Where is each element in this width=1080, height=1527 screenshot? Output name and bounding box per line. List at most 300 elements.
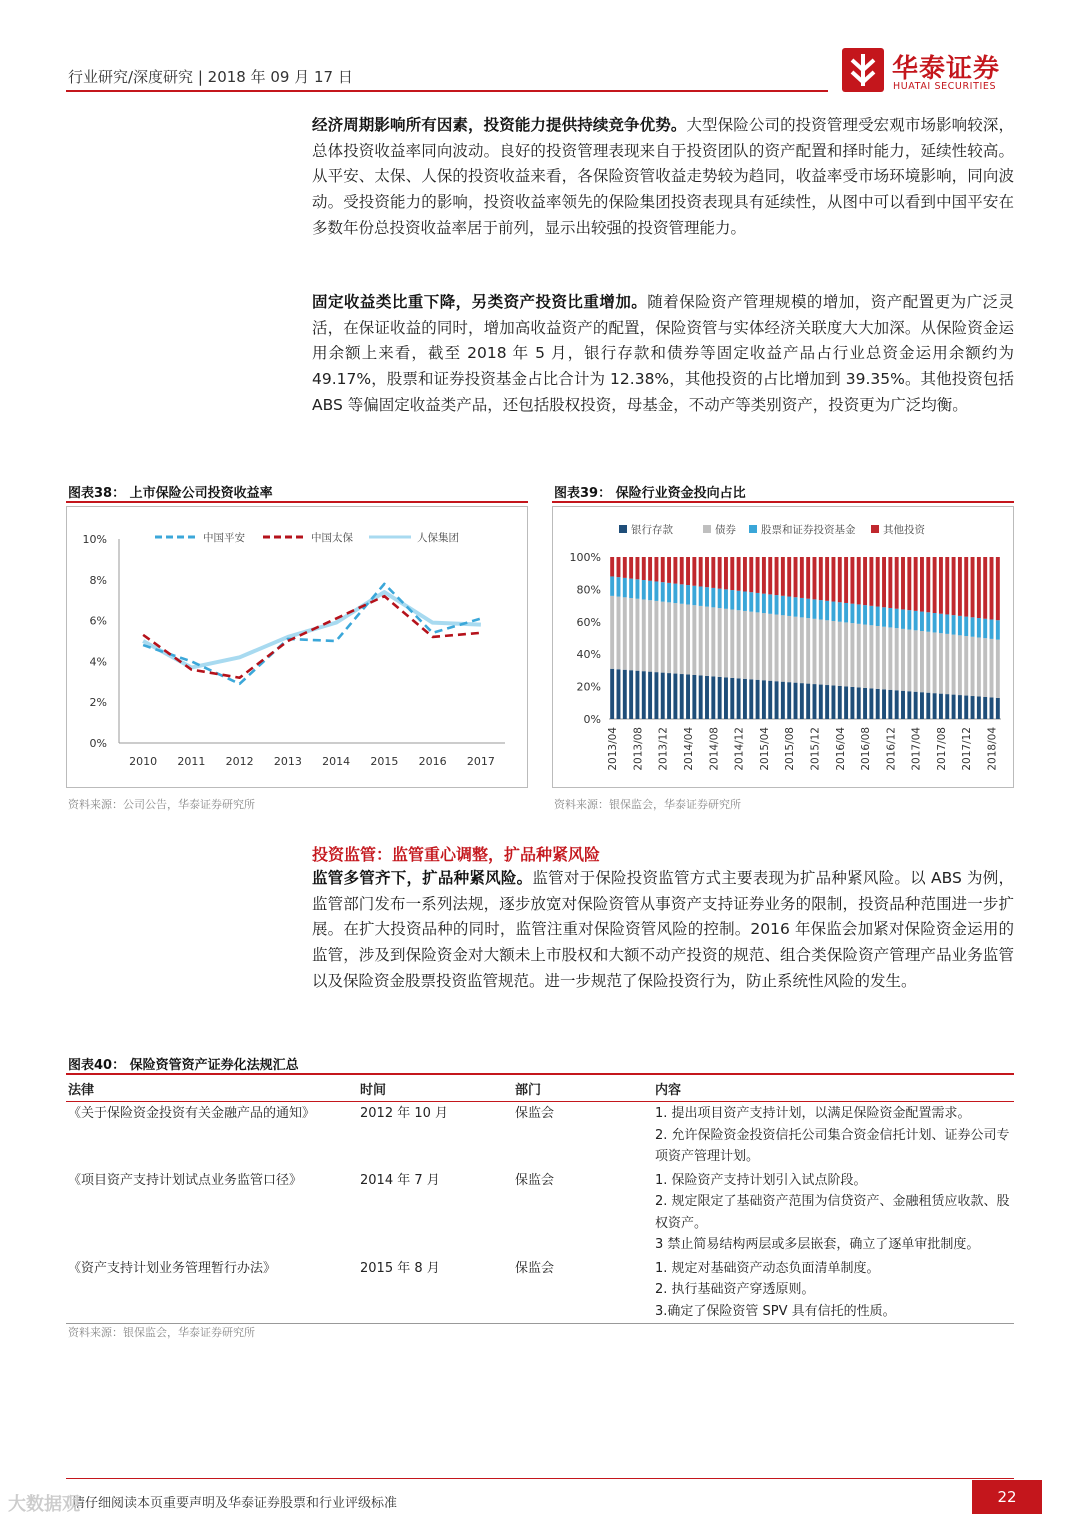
bar-segment <box>711 676 715 719</box>
x-tick-label: 2017/12 <box>961 727 974 771</box>
bar-segment <box>756 593 760 612</box>
bar-segment <box>711 607 715 676</box>
bar-segment <box>749 557 753 592</box>
x-tick-label: 2015 <box>370 755 399 768</box>
bar-segment <box>819 685 823 719</box>
y-tick-label: 20% <box>576 680 601 694</box>
bar-segment <box>914 557 918 611</box>
y-tick-label: 0% <box>89 737 107 750</box>
bar-segment <box>661 582 665 601</box>
legend-label: 股票和证券投资基金 <box>761 524 856 536</box>
bar-segment <box>876 689 880 719</box>
bar-segment <box>711 557 715 588</box>
x-tick-label: 2013/12 <box>657 727 670 771</box>
y-tick-label: 10% <box>82 533 107 546</box>
bar-segment <box>617 577 621 596</box>
paragraph-1-body: 大型保险公司的投资管理受宏观市场影响较深，总体投资收益率同向波动。良好的投资管理表现来自于投资团队的资产配置和择时能力，延续性较高。从平安、太保、人保的投资收益来看，各保险资管收益走势较为趋同，收益率受市场环境影响，同向波动。受投资能力的影响，投资收益率领先的保险集团投资表现具有延续性，从图中可以看到中国平安在多数年份总投资收益率居于前列，显示出较强的投资管理能力。 <box>312 116 1014 237</box>
bar-segment <box>850 557 854 604</box>
law-cell: 《资产支持计划业务管理暂行办法》 <box>66 1257 358 1324</box>
bar-segment <box>781 557 785 596</box>
bar-segment <box>819 557 823 600</box>
bar-segment <box>673 603 677 674</box>
bar-segment <box>983 557 987 619</box>
x-tick-label: 2017 <box>466 755 495 768</box>
content-cell <box>653 1257 1014 1324</box>
bar-segment <box>686 585 690 604</box>
bar-segment <box>781 615 785 681</box>
bar-segment <box>724 609 728 678</box>
bar-segment <box>964 636 968 696</box>
legend-label: 银行存款 <box>631 524 673 536</box>
bar-segment <box>692 675 696 719</box>
bar-segment <box>983 638 987 697</box>
page-number: 22 <box>972 1480 1042 1514</box>
bar-segment <box>825 557 829 601</box>
content-item: 2. 规定限定了基础资产范围为信贷资产、金融租赁应收款、股权资产。 <box>655 1194 1010 1231</box>
bar-segment <box>888 690 892 719</box>
fig39-source: 资料来源：银保监会，华泰证券研究所 <box>554 798 741 811</box>
bar-segment <box>901 629 905 691</box>
bar-segment <box>964 696 968 719</box>
bar-segment <box>857 557 861 604</box>
law-cell: 《项目资产支持计划试点业务监管口径》 <box>68 1172 303 1188</box>
bar-segment <box>958 695 962 719</box>
x-tick-label: 2016 <box>418 755 447 768</box>
bar-segment <box>939 633 943 693</box>
bar-segment <box>711 588 715 607</box>
logo-cn-text: 华泰证券 <box>892 54 1001 84</box>
bar-segment <box>749 592 753 611</box>
legend-swatch <box>749 525 757 533</box>
bar-segment <box>819 620 823 685</box>
content-item: 1. 提出项目资产支持计划，以满足保险资金配置需求。 <box>655 1106 971 1121</box>
section-heading: 投资监管：监管重心调整，扩品种紧风险 <box>312 845 601 864</box>
bar-segment <box>838 557 842 602</box>
bar-segment <box>933 557 937 613</box>
x-tick-label: 2014/04 <box>683 727 696 771</box>
bar-segment <box>718 608 722 677</box>
bar-segment <box>825 685 829 719</box>
x-tick-label: 2018/04 <box>986 727 999 771</box>
bar-segment <box>617 669 621 719</box>
bar-segment <box>642 671 646 719</box>
bar-segment <box>737 557 741 591</box>
bar-segment <box>850 687 854 719</box>
footer-divider <box>66 1478 1014 1479</box>
bar-segment <box>876 626 880 689</box>
bar-segment <box>990 557 994 619</box>
y-tick-label: 60% <box>576 615 601 629</box>
content-cell <box>653 1102 1014 1169</box>
bar-segment <box>907 610 911 629</box>
bar-segment <box>737 678 741 719</box>
content-cell <box>653 1169 1014 1257</box>
bar-segment <box>977 697 981 719</box>
bar-segment <box>680 604 684 674</box>
bar-segment <box>901 557 905 609</box>
bar-segment <box>806 599 810 618</box>
x-tick-label: 2015/12 <box>809 727 822 771</box>
fig39-chart-box <box>552 506 1014 788</box>
bar-segment <box>724 677 728 719</box>
content-item: 2. 执行基础资产穿透原则。 <box>655 1282 815 1297</box>
footer-disclaimer: 请仔细阅读本页重要声明及华泰证券股票和行业评级标准 <box>72 1496 398 1511</box>
bar-segment <box>800 598 804 617</box>
bar-segment <box>882 557 886 607</box>
legend-swatch <box>871 525 879 533</box>
bar-segment <box>749 612 753 680</box>
bar-segment <box>958 635 962 695</box>
bar-segment <box>825 601 829 620</box>
bar-segment <box>971 637 975 696</box>
bar-segment <box>775 595 779 614</box>
bar-segment <box>635 599 639 671</box>
bar-segment <box>794 597 798 616</box>
bar-segment <box>654 601 658 672</box>
y-tick-label: 80% <box>576 583 601 597</box>
bar-segment <box>730 590 734 609</box>
y-tick-label: 0% <box>583 713 601 726</box>
x-tick-label: 2013/08 <box>632 727 645 771</box>
dept-cell: 保监会 <box>515 1172 555 1188</box>
bar-segment <box>699 606 703 676</box>
bar-segment <box>844 557 848 603</box>
bar-segment <box>863 625 867 688</box>
bar-segment <box>654 672 658 719</box>
bar-segment <box>642 557 646 580</box>
bar-segment <box>768 614 772 681</box>
bar-segment <box>756 612 760 679</box>
bar-segment <box>952 615 956 634</box>
x-tick-label: 2016/04 <box>834 727 847 771</box>
bar-segment <box>610 669 614 719</box>
bar-segment <box>926 612 930 631</box>
bar-segment <box>730 557 734 590</box>
bar-segment <box>926 557 930 612</box>
bar-segment <box>800 683 804 719</box>
bar-segment <box>983 619 987 638</box>
x-tick-label: 2017/04 <box>910 727 923 771</box>
bar-segment <box>756 680 760 719</box>
bar-segment <box>617 557 621 577</box>
legend-label: 人保集团 <box>417 532 459 544</box>
paragraph-2 <box>312 290 1014 419</box>
bar-segment <box>813 684 817 719</box>
paragraph-2-body: 随着保险资产管理规模的增加，资产配置更为广泛灵活，在保证收益的同时，增加高收益资产的配置，保险资管与实体经济关联度大大加深。从保险资金运用余额上来看，截至 2018 年 5 月，银行存款和债券等固定收益产品占行业总资金运用余额约为 49.17%，股票和证券投资基金占比合计为 12.38%，其他投资的占比增加到 39.35%。其他投资包括 ABS 等偏固定收益类产品，还包括股权投资，母基金，不动产等类别资产，投资更为广泛均衡。 <box>312 293 1014 414</box>
bar-segment <box>705 587 709 606</box>
bar-segment <box>996 557 1000 620</box>
bar-segment <box>838 622 842 686</box>
bar-segment <box>705 676 709 719</box>
bar-segment <box>869 688 873 719</box>
bar-segment <box>850 604 854 623</box>
bar-segment <box>813 557 817 599</box>
bar-segment <box>749 679 753 719</box>
bar-segment <box>673 557 677 584</box>
bar-segment <box>844 603 848 622</box>
bar-segment <box>787 597 791 616</box>
bar-segment <box>680 674 684 719</box>
bar-segment <box>958 557 962 616</box>
bar-segment <box>737 591 741 610</box>
bar-segment <box>737 610 741 678</box>
bar-segment <box>971 617 975 636</box>
bar-segment <box>775 557 779 595</box>
bar-segment <box>831 602 835 621</box>
bar-segment <box>958 616 962 635</box>
dept-cell: 保监会 <box>513 1257 653 1324</box>
col-header-content: 内容 <box>653 1076 1014 1102</box>
bar-segment <box>933 613 937 632</box>
bar-segment <box>888 627 892 689</box>
bar-segment <box>907 557 911 610</box>
fig38-source: 资料来源：公司公告，华泰证券研究所 <box>68 798 255 811</box>
bar-segment <box>806 557 810 599</box>
bar-segment <box>990 697 994 719</box>
bar-segment <box>756 557 760 593</box>
x-tick-label: 2013 <box>273 755 302 768</box>
bar-segment <box>629 670 633 719</box>
bar-segment <box>964 617 968 636</box>
fig38-divider <box>66 501 528 503</box>
content-item: 1. 保险资产支持计划引入试点阶段。 <box>655 1172 867 1188</box>
bar-segment <box>661 673 665 719</box>
table-row <box>66 1257 1014 1324</box>
table-row <box>66 1102 1014 1169</box>
huatai-logo-icon <box>842 48 884 92</box>
x-tick-label: 2014/08 <box>708 727 721 771</box>
bar-segment <box>642 599 646 671</box>
bar-segment <box>686 604 690 674</box>
bar-segment <box>775 681 779 719</box>
bar-segment <box>895 557 899 609</box>
bar-segment <box>933 693 937 719</box>
bar-segment <box>648 600 652 671</box>
bar-segment <box>939 557 943 614</box>
time-cell: 2014 年 7 月 <box>360 1172 440 1188</box>
bar-segment <box>825 620 829 685</box>
bar-segment <box>635 557 639 579</box>
bar-segment <box>926 693 930 719</box>
bar-segment <box>882 689 886 719</box>
col-header-time: 时间 <box>358 1076 513 1102</box>
bar-segment <box>977 637 981 696</box>
bar-segment <box>888 557 892 608</box>
x-tick-label: 2014/12 <box>733 727 746 771</box>
y-tick-label: 40% <box>576 648 601 662</box>
bar-segment <box>794 683 798 719</box>
bar-segment <box>667 557 671 583</box>
bar-segment <box>692 605 696 675</box>
bar-segment <box>806 684 810 719</box>
watermark: 大数据观 <box>8 1494 80 1515</box>
bar-segment <box>699 557 703 586</box>
bar-segment <box>869 625 873 688</box>
bar-segment <box>983 697 987 719</box>
bar-segment <box>623 557 627 578</box>
bar-segment <box>888 608 892 627</box>
bar-segment <box>730 678 734 719</box>
bar-segment <box>648 557 652 581</box>
bar-segment <box>610 596 614 669</box>
dept-cell: 保监会 <box>515 1106 555 1121</box>
x-tick-label: 2013/04 <box>607 727 620 771</box>
legend-label: 债券 <box>715 524 736 536</box>
bar-segment <box>648 672 652 719</box>
bar-segment <box>876 607 880 626</box>
bar-segment <box>635 579 639 598</box>
bar-segment <box>971 696 975 719</box>
regulation-table <box>66 1076 1014 1324</box>
bar-segment <box>831 557 835 602</box>
bar-segment <box>724 557 728 589</box>
bar-segment <box>831 621 835 686</box>
x-tick-label: 2015/08 <box>784 727 797 771</box>
bar-segment <box>743 591 747 610</box>
paragraph-2-lead: 固定收益类比重下降，另类资产投资比重增加。 <box>312 293 648 311</box>
bar-segment <box>768 557 772 594</box>
y-tick-label: 6% <box>89 614 107 628</box>
bar-segment <box>629 557 633 579</box>
bar-segment <box>920 557 924 612</box>
bar-segment <box>945 634 949 694</box>
x-tick-label: 2011 <box>177 755 206 768</box>
bar-segment <box>617 597 621 670</box>
bar-segment <box>895 628 899 690</box>
fig39-stacked-bar-chart <box>553 507 1013 787</box>
legend-label: 中国平安 <box>203 532 245 544</box>
bar-segment <box>895 609 899 628</box>
bar-segment <box>901 691 905 719</box>
bar-segment <box>926 632 930 693</box>
bar-segment <box>920 631 924 692</box>
bar-segment <box>939 694 943 719</box>
bar-segment <box>933 632 937 693</box>
bar-segment <box>762 557 766 594</box>
bar-segment <box>914 611 918 630</box>
bar-segment <box>964 557 968 617</box>
bar-segment <box>990 619 994 638</box>
bar-segment <box>869 606 873 625</box>
x-tick-label: 2017/08 <box>935 727 948 771</box>
paragraph-3 <box>312 866 1014 995</box>
content-item: 3 禁止简易结构两层或多层嵌套，确立了逐单审批制度。 <box>655 1237 980 1252</box>
bar-segment <box>895 690 899 719</box>
bar-segment <box>648 581 652 600</box>
bar-segment <box>724 589 728 608</box>
bar-segment <box>914 692 918 719</box>
content-item: 1. 规定对基础资产动态负面清单制度。 <box>655 1260 880 1276</box>
logo-en-text: HUATAI SECURITIES <box>893 81 997 92</box>
bar-segment <box>762 613 766 680</box>
bar-segment <box>977 557 981 618</box>
legend-label: 其他投资 <box>883 524 925 536</box>
bar-segment <box>901 609 905 628</box>
bar-segment <box>781 682 785 719</box>
bar-segment <box>838 602 842 621</box>
bar-segment <box>623 597 627 669</box>
bar-segment <box>718 677 722 719</box>
bar-segment <box>996 620 1000 639</box>
bar-segment <box>699 586 703 605</box>
paragraph-1 <box>312 113 1014 242</box>
bar-segment <box>680 557 684 584</box>
col-header-dept: 部门 <box>513 1076 653 1102</box>
bar-segment <box>787 557 791 597</box>
bar-segment <box>945 614 949 633</box>
fig38-line-chart <box>67 507 527 787</box>
bar-segment <box>876 557 880 607</box>
bar-segment <box>863 605 867 624</box>
bar-segment <box>914 630 918 691</box>
bar-segment <box>939 614 943 633</box>
bar-segment <box>869 557 873 606</box>
bar-segment <box>718 557 722 589</box>
bar-segment <box>971 557 975 617</box>
bar-segment <box>844 686 848 719</box>
bar-segment <box>800 617 804 683</box>
bar-segment <box>661 602 665 673</box>
bar-segment <box>654 581 658 600</box>
bar-segment <box>907 630 911 692</box>
bar-segment <box>673 674 677 719</box>
bar-segment <box>743 557 747 591</box>
fig40-divider <box>66 1073 1014 1075</box>
y-tick-label: 4% <box>89 655 107 669</box>
bar-segment <box>762 594 766 613</box>
bar-segment <box>907 691 911 719</box>
fig38-title: 图表38： 上市保险公司投资收益率 <box>68 486 273 501</box>
content-item: 2. 允许保险资金投资信托公司集合资金信托计划、证券公司专项资产管理计划。 <box>655 1127 1010 1164</box>
bar-segment <box>844 622 848 686</box>
bar-segment <box>952 635 956 695</box>
bar-segment <box>996 698 1000 719</box>
bar-segment <box>743 679 747 719</box>
paragraph-3-body: 监管对于保险投资监管方式主要表现为扩品种紧风险。以 ABS 为例，监管部门发布一系列法规，逐步放宽对保险资管从事资产支持证券业务的限制，投资品种范围进一步扩展。在扩大投资品种的同时，监管注重对保险资管风险的控制。2016 年保监会加紧对保险资金运用的监管，涉及到保险资金对大额未上市股权和大额不动产投资的规范、组合类保险资产管理产品业务监管以及保险资金股票投资监管规范。进一步规范了保险投资行为，防止系统性风险的发生。 <box>312 869 1014 990</box>
bar-segment <box>718 589 722 608</box>
bar-segment <box>661 557 665 582</box>
bar-segment <box>768 594 772 613</box>
bar-segment <box>705 607 709 676</box>
header-divider <box>66 90 828 92</box>
bar-segment <box>623 670 627 719</box>
bar-segment <box>667 602 671 673</box>
y-tick-label: 2% <box>89 696 107 710</box>
x-tick-label: 2016/08 <box>860 727 873 771</box>
bar-segment <box>686 557 690 585</box>
bar-segment <box>882 627 886 690</box>
bar-segment <box>813 619 817 684</box>
bar-segment <box>686 675 690 719</box>
bar-segment <box>781 596 785 615</box>
bar-segment <box>952 695 956 719</box>
bar-segment <box>838 686 842 719</box>
bar-segment <box>629 579 633 598</box>
x-tick-label: 2015/04 <box>758 727 771 771</box>
bar-segment <box>806 618 810 683</box>
time-cell: 2015 年 8 月 <box>358 1257 513 1324</box>
bar-segment <box>705 557 709 587</box>
fig38-chart-box <box>66 506 528 788</box>
x-tick-label: 2012 <box>225 755 254 768</box>
bar-segment <box>882 607 886 626</box>
table-row <box>66 1169 1014 1257</box>
bar-segment <box>610 576 614 595</box>
paragraph-1-lead: 经济周期影响所有因素，投资能力提供持续竞争优势。 <box>312 116 687 134</box>
bar-segment <box>692 557 696 586</box>
bar-segment <box>629 598 633 670</box>
bar-segment <box>743 611 747 679</box>
